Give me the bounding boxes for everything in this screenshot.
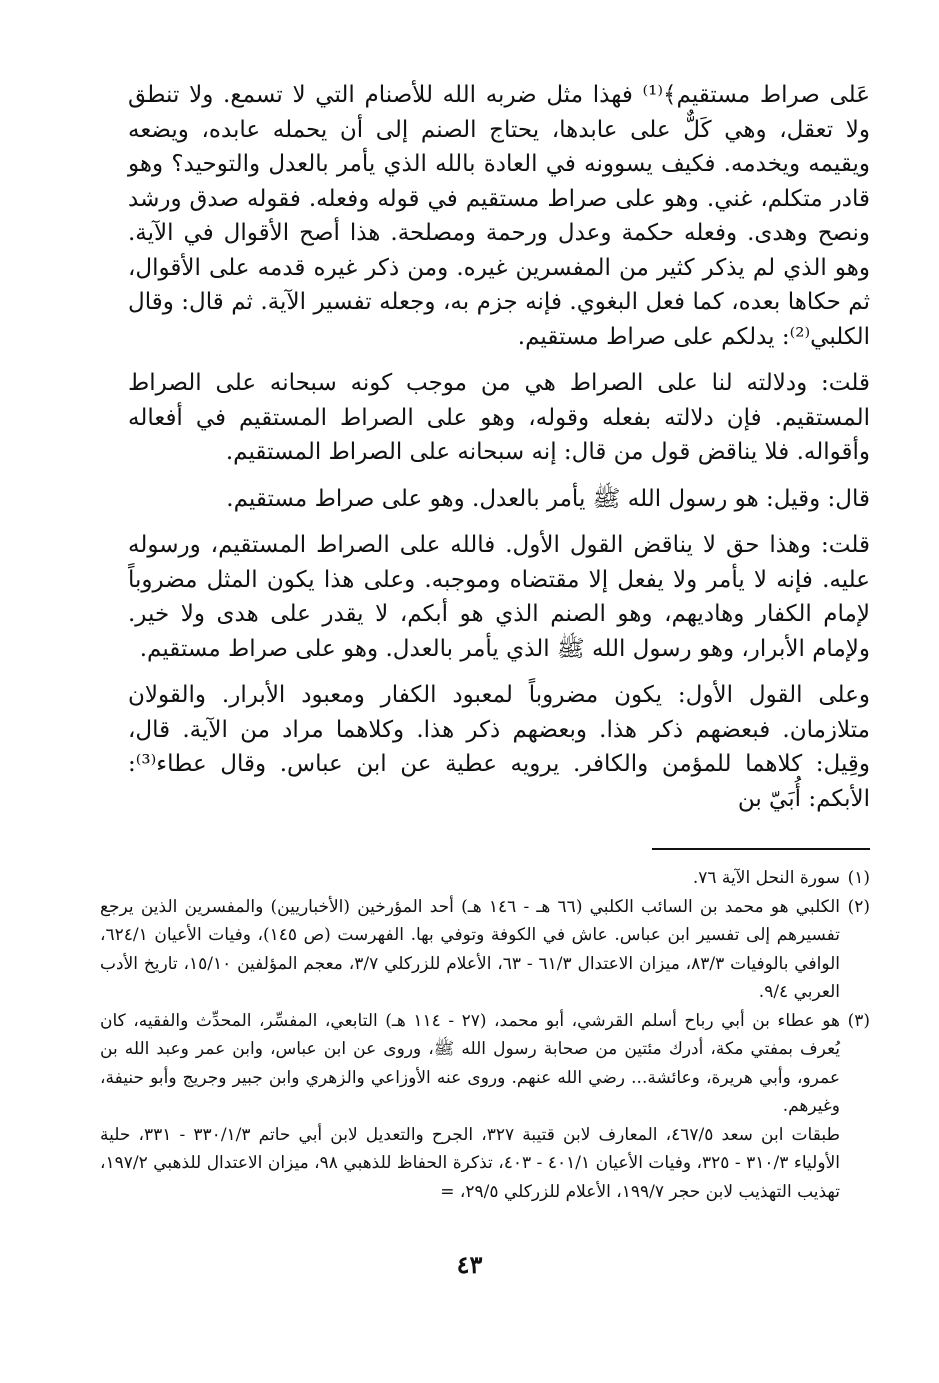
paragraph-5: وعلى القول الأول: يكون مضروباً لمعبود الكفار ومعبود الأبرار. والقولان متلازمان. فبعضهم ذكر هذا. وبعضهم ذكر هذا. وكلاهما مراد من الآية. قال، وقِيل: كلاهما للمؤمن والكافر. يرويه عطية عن ابن عباس. وقال عطاء⁽³⁾: الأبكم: أُبَيّ بن <box>128 682 870 812</box>
footnote-1 <box>100 864 870 893</box>
footnote-3 <box>100 1007 870 1121</box>
footnote-separator <box>652 848 870 850</box>
paragraph-4: قلت: وهذا حق لا يناقض القول الأول. فالله على الصراط المستقيم، ورسوله عليه. فإنه لا يأمر ولا يفعل إلا مقتضاه وموجبه. وعلى هذا يكون المثل مضروباً لإمام الكفار وهاديهم، وهو الصنم الذي هو أبكم، لا يقدر على هدى ولا خير. ولإمام الأبرار، وهو رسول الله ﷺ الذي يأمر بالعدل. وهو على صراط مستقيم. <box>128 532 870 662</box>
footnote-number: (٣) <box>847 1010 870 1031</box>
page-number: ٤٣ <box>456 1250 483 1279</box>
footnote-text: هو عطاء بن أبي رباح أسلم القرشي، أبو محمد، (٢٧ - ١١٤ هـ) التابعي، المفسِّر، المحدِّث والفقيه، كان يُعرف بمفتي مكة، أدرك مئتين من صحابة رسول الله ﷺ، وروى عن ابن عباس، وابن عمر وعبد الله بن عمرو، وأبي هريرة، وعائشة... رضي الله عنهم. وروى عنه الأوزاعي والزهري وابن جبير وجريج وأبو حنيفة، وغيرهم. <box>100 1010 840 1116</box>
footnotes <box>100 864 870 1206</box>
footnote-2 <box>100 893 870 1007</box>
footnote-text: الكلبي هو محمد بن السائب الكلبي (٦٦ هـ - ١٤٦ هـ) أحد المؤرخين (الأخباريين) والمفسرين الذين يرجع تفسيرهم إلى تفسير ابن عباس. عاش في الكوفة وتوفي بها. الفهرست (ص ١٤٥)، وفيات الأعيان ٦٢٤/١، الوافي بالوفيات ٨٣/٣، ميزان الاعتدال ٦١/٣ - ٦٣، الأعلام للزركلي ٣/٧، معجم المؤلفين ١٥/١٠، تاريخ الأدب العربي ٩/٤. <box>100 896 841 1002</box>
paragraph-2: قلت: ودلالته لنا على الصراط هي من موجب كونه سبحانه على الصراط المستقيم. فإن دلالته بفعله وقوله، وهو على الصراط المستقيم في أفعاله وأقواله. فلا يناقض قول من قال: إنه سبحانه على الصراط المستقيم. <box>128 370 870 465</box>
footnote-text: طبقات ابن سعد ٤٦٧/٥، المعارف لابن قتيبة ٣٢٧، الجرح والتعديل لابن أبي حاتم ٣٣٠/١/٣ - ٣٣١، حلية الأولياء ٣١٠/٣ - ٣٢٥، وفيات الأعيان ٤٠١/١ - ٤٠٣، تذكرة الحفاظ للذهبي ٩٨، ميزان الاعتدال للذهبي ١٩٧/٢، تهذيب التهذيب لابن حجر ١٩٩/٧، الأعلام للزركلي ٢٩/٥، = <box>100 1124 840 1202</box>
paragraph-1: عَلى صراط مستقيم﴾⁽¹⁾ فهذا مثل ضربه الله للأصنام التي لا تسمع. ولا تنطق ولا تعقل، وهي كَلٌّ على عابدها، يحتاج الصنم إلى أن يحمله عابده، ويضعه ويقيمه ويخدمه. فكيف يسوونه في العادة بالله الذي يأمر بالعدل والتوحيد؟ وهو قادر متكلم، غني. وهو على صراط مستقيم في قوله وفعله. فقوله صدق ورشد ونصح وهدى. وفعله حكمة وعدل ورحمة ومصلحة. هذا أصح الأقوال في الآية. وهو الذي لم يذكر كثير من المفسرين غيره. ومن ذكر غيره قدمه على الأقوال، ثم حكاها بعده، كما فعل البغوي. فإنه جزم به، وجعله تفسير الآية. ثم قال: وقال الكلبي⁽²⁾: يدلكم على صراط مستقيم. <box>128 82 870 350</box>
footnote-number: (١) <box>847 868 870 888</box>
footnote-number: (٢) <box>847 896 870 917</box>
footnote-3-references <box>100 1121 870 1207</box>
main-text <box>128 78 870 828</box>
footnote-number <box>840 1121 870 1207</box>
paragraph-3: قال: وقيل: هو رسول الله ﷺ يأمر بالعدل. وهو على صراط مستقيم. <box>226 485 870 512</box>
footnote-text: سورة النحل الآية ٧٦. <box>692 868 840 888</box>
